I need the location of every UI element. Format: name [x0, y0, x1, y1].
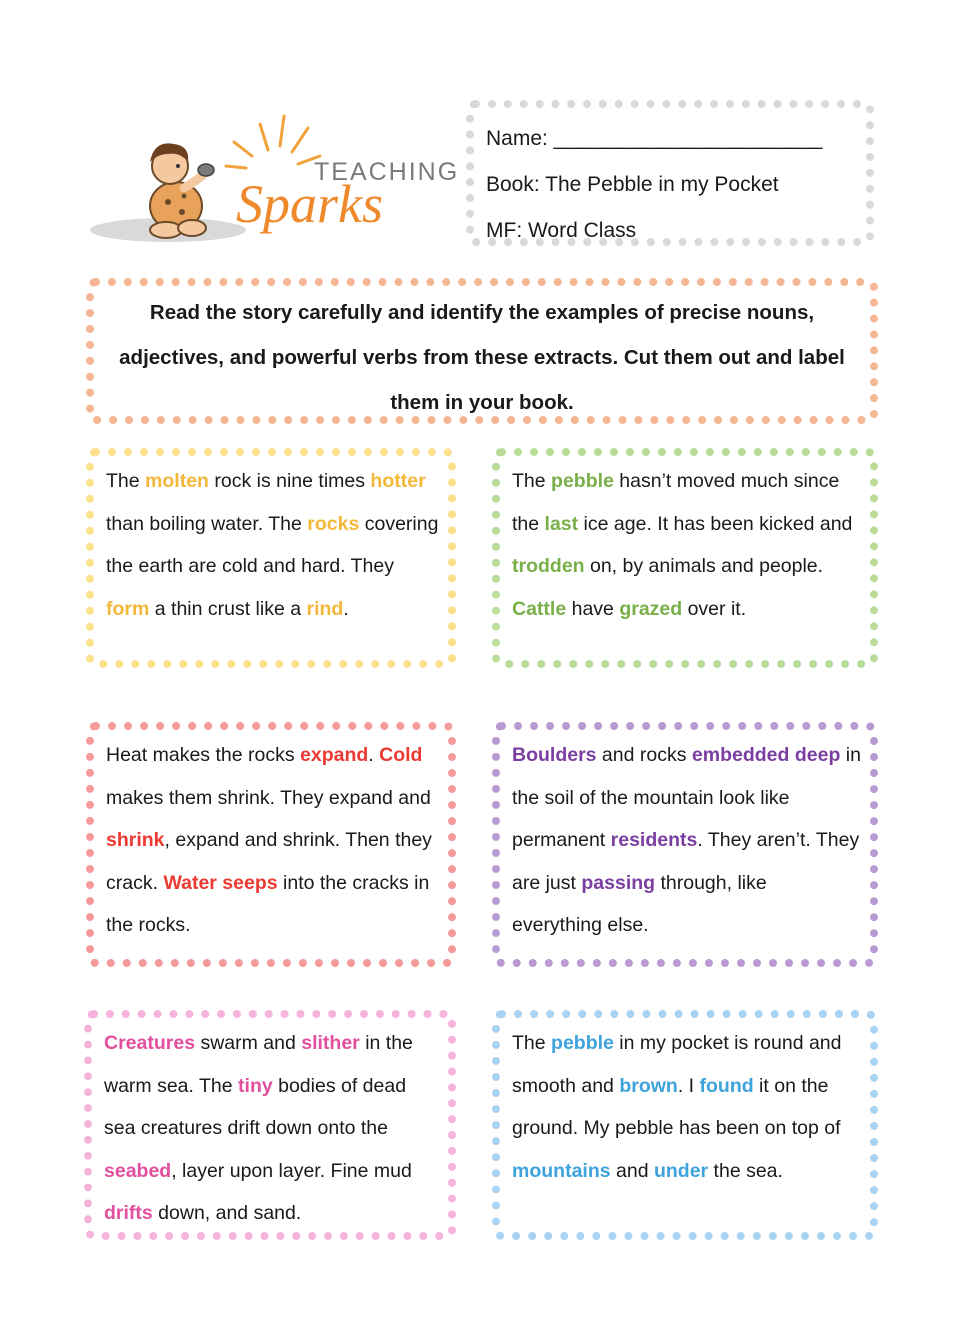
- instructions-text: Read the story carefully and identify the examples of precise nouns, adjectives, and powerful verbs from these extracts. Cut them out and label them in your book.: [119, 301, 845, 414]
- text-segment: .: [343, 597, 349, 620]
- keyword: under: [653, 1159, 709, 1182]
- text-segment: The: [106, 470, 146, 492]
- text-segment: rock is nine times: [208, 470, 371, 492]
- logo-sparks-text: Sparks: [236, 174, 383, 234]
- text-segment: down, and sand.: [152, 1202, 302, 1225]
- keyword: passing: [581, 871, 656, 894]
- keyword: hotter: [370, 470, 426, 492]
- text-segment: in the soil of the mountain look like permanent: [512, 744, 861, 852]
- extract-card-6: [492, 1010, 878, 1240]
- keyword: molten: [145, 470, 209, 492]
- mf-topic: MF: Word Class: [486, 219, 637, 242]
- text-segment: , layer upon layer. Fine mud: [171, 1159, 412, 1182]
- keyword: Creatures: [104, 1032, 196, 1054]
- text-segment: hasn’t moved much since the: [512, 470, 840, 535]
- text-segment: bodies of dead sea creatures drift down onto the: [104, 1074, 407, 1140]
- extract-text: [512, 734, 862, 947]
- extract-card-4: [492, 722, 878, 967]
- text-segment: in the warm sea. The: [104, 1032, 413, 1097]
- extract-card-5: [84, 1010, 456, 1240]
- keyword: shrink: [106, 829, 165, 852]
- text-segment: over it.: [682, 597, 747, 620]
- keyword: tiny: [238, 1074, 273, 1097]
- keyword: residents: [610, 829, 698, 852]
- keyword: mountains: [512, 1159, 611, 1182]
- extract-text: [512, 1022, 862, 1192]
- extract-card-3: [86, 722, 456, 967]
- keyword: rocks: [307, 512, 360, 535]
- keyword: form: [106, 597, 150, 620]
- keyword: expand: [300, 744, 369, 766]
- name-field[interactable]: Name: _______________________: [486, 127, 823, 150]
- extract-text: [104, 1022, 440, 1235]
- text-segment: The: [512, 1032, 552, 1054]
- text-segment: a thin crust like a: [149, 597, 307, 620]
- text-segment: . They aren’t. They are just: [512, 829, 860, 894]
- book-title: Book: The Pebble in my Pocket: [486, 173, 779, 196]
- keyword: drifts: [104, 1202, 153, 1225]
- text-segment: , expand and shrink. Then they crack.: [106, 829, 432, 894]
- keyword: Water seeps: [163, 871, 278, 894]
- logo-teaching-text: TEACHING: [314, 158, 458, 186]
- keyword: found: [699, 1074, 754, 1097]
- keyword: last: [544, 512, 579, 535]
- instructions-box: [86, 278, 878, 424]
- text-segment: on, by animals and people.: [584, 555, 824, 578]
- keyword: pebble: [551, 1032, 614, 1054]
- extract-card-1: [86, 448, 456, 668]
- extract-card-2: [492, 448, 878, 668]
- text-segment: and: [610, 1159, 654, 1182]
- keyword: Cold: [379, 744, 423, 766]
- keyword: pebble: [551, 470, 614, 492]
- text-segment: The: [512, 470, 552, 492]
- text-segment: . I: [677, 1074, 700, 1097]
- keyword: seabed: [104, 1159, 172, 1182]
- text-segment: in my pocket is round and smooth and: [512, 1032, 842, 1097]
- keyword: embedded deep: [691, 744, 841, 766]
- keyword: slither: [301, 1032, 360, 1054]
- text-segment: than boiling water. The: [106, 512, 308, 535]
- text-segment: makes them shrink. They expand and: [106, 786, 431, 809]
- keyword: Boulders: [512, 744, 597, 766]
- text-segment: covering the earth are cold and hard. They: [106, 512, 439, 578]
- text-segment: the sea.: [708, 1159, 783, 1182]
- keyword: brown: [619, 1074, 678, 1097]
- logo-graphic: [88, 110, 458, 260]
- text-segment: it on the ground. My pebble has been on top of: [512, 1074, 841, 1140]
- extract-text: [512, 460, 862, 630]
- keyword: Cattle: [512, 597, 567, 620]
- text-segment: .: [368, 744, 380, 766]
- text-segment: swarm and: [195, 1032, 302, 1054]
- keyword: grazed: [619, 597, 683, 620]
- teaching-sparks-logo: [88, 110, 458, 260]
- text-segment: Heat makes the rocks: [106, 744, 300, 766]
- keyword: trodden: [512, 555, 585, 578]
- text-segment: and rocks: [596, 744, 692, 766]
- extract-text: [106, 460, 440, 630]
- text-segment: have: [566, 597, 620, 620]
- student-info-box: [466, 100, 874, 246]
- text-segment: into the cracks in the rocks.: [106, 871, 430, 937]
- extract-text: [106, 734, 440, 947]
- text-segment: ice age. It has been kicked and: [578, 512, 853, 535]
- text-segment: through, like everything else.: [512, 871, 767, 937]
- keyword: rind: [306, 597, 344, 620]
